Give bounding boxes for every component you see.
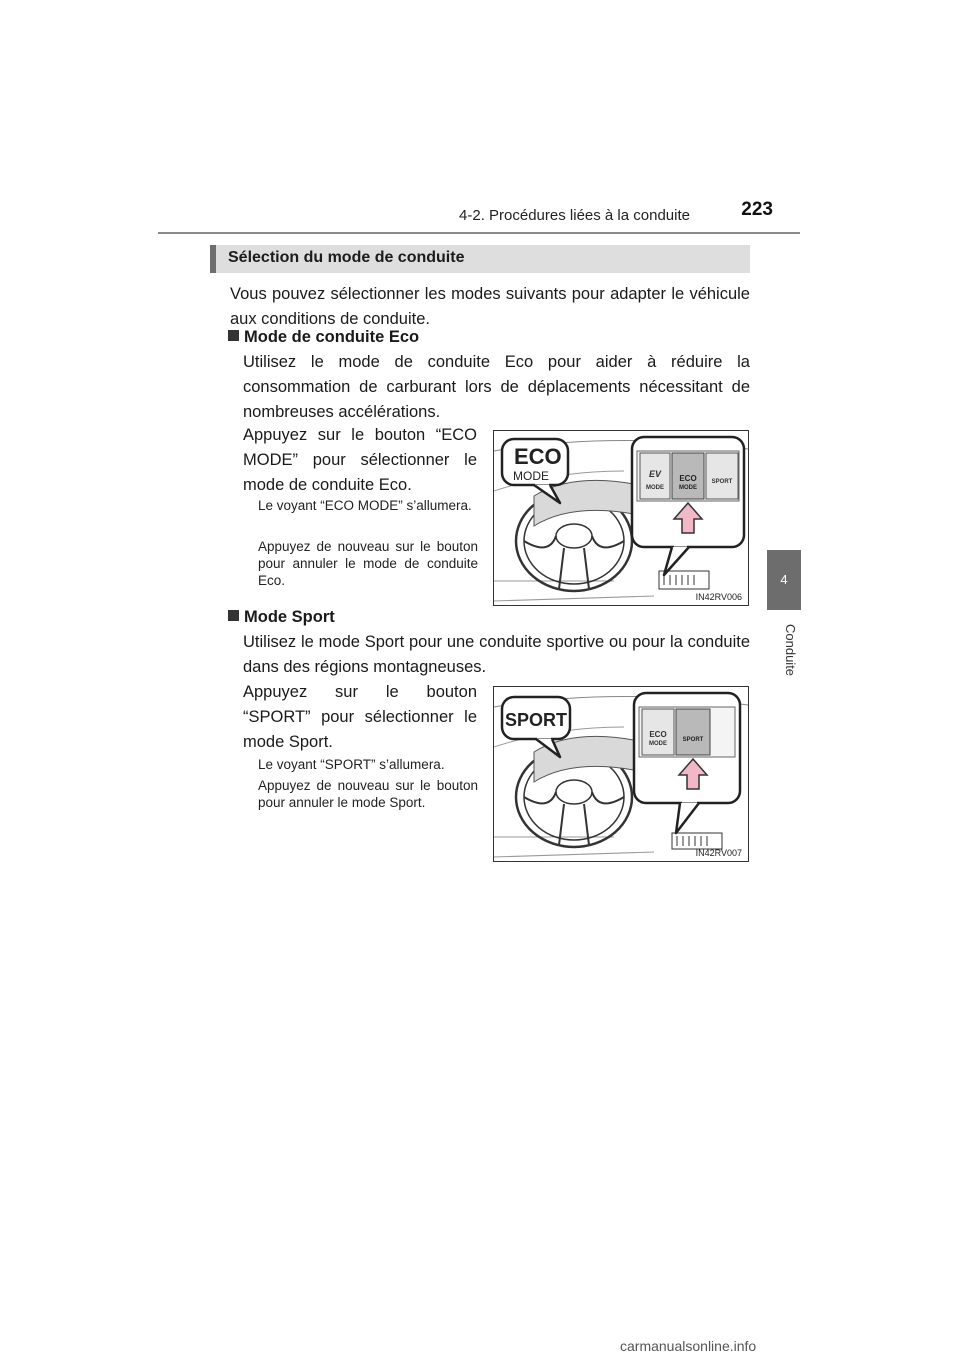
- sport-mode-figure: [493, 686, 749, 862]
- watermark: carmanualsonline.info: [620, 1338, 757, 1354]
- eco-button-top: ECO: [649, 730, 667, 739]
- sport-callout-panel: [634, 693, 740, 833]
- sport-heading: Mode Sport: [228, 608, 335, 627]
- eco-button-bottom: MODE: [649, 741, 667, 747]
- sport-instruction: Appuyez sur le bouton “SPORT” pour sélectionner le mode Sport.: [243, 683, 477, 751]
- eco-callout-panel: [632, 437, 744, 575]
- eco-button-top: ECO: [679, 474, 697, 483]
- eco-note-1: Le voyant “ECO MODE” s’allumera.: [258, 498, 472, 513]
- eco-instruction: Appuyez sur le bouton “ECO MODE” pour sélectionner le mode de conduite Eco.: [243, 426, 477, 494]
- page-number: 223: [741, 199, 773, 220]
- eco-bubble-line2: MODE: [513, 469, 549, 483]
- sport-mode-button: [706, 453, 738, 499]
- chapter-tab: 4: [767, 550, 801, 610]
- sport-bubble-label: SPORT: [504, 710, 568, 730]
- sport-button-label: SPORT: [682, 737, 704, 743]
- sport-button-label: SPORT: [711, 479, 733, 485]
- sport-dashboard-illustration: [494, 687, 748, 861]
- sport-note-1: Le voyant “SPORT” s’allumera.: [258, 757, 445, 772]
- sport-mode-button: [676, 709, 710, 755]
- section-heading-bar: [210, 245, 750, 273]
- sport-note-2: Appuyez de nouveau sur le bouton pour annuler le mode Sport.: [258, 778, 478, 810]
- square-bullet-icon: [228, 330, 239, 341]
- eco-button-bottom: MODE: [679, 485, 697, 491]
- ev-button-bottom: MODE: [646, 485, 664, 491]
- square-bullet-icon: [228, 610, 239, 621]
- eco-figure-code: IN42RV006: [695, 592, 742, 602]
- chapter-label: Conduite: [783, 623, 798, 677]
- section-heading: Sélection du mode de conduite: [228, 249, 465, 266]
- steering-wheel: [516, 736, 644, 847]
- sport-description: Utilisez le mode Sport pour une conduite sportive ou pour la conduite dans des régions montagneuses.: [243, 633, 750, 676]
- ev-button-top: EV: [648, 469, 662, 479]
- header-rule: [158, 232, 800, 234]
- eco-dashboard-illustration: [494, 431, 748, 605]
- sport-figure-code: IN42RV007: [695, 848, 742, 858]
- eco-mode-figure: [493, 430, 749, 606]
- eco-note-2: Appuyez de nouveau sur le bouton pour annuler le mode de conduite Eco.: [258, 539, 478, 588]
- eco-bubble-line1: ECO: [514, 444, 562, 469]
- center-vent: [672, 833, 722, 849]
- intro-paragraph: Vous pouvez sélectionner les modes suivants pour adapter le véhicule aux conditions de conduite.: [230, 285, 750, 328]
- eco-description: Utilisez le mode de conduite Eco pour aider à réduire la consommation de carburant lors de déplacements nécessitant de nombreuses accélérations.: [243, 353, 750, 421]
- header-section-title: 4-2. Procédures liées à la conduite: [459, 207, 690, 224]
- steering-wheel: [516, 480, 644, 591]
- eco-heading: Mode de conduite Eco: [228, 328, 419, 347]
